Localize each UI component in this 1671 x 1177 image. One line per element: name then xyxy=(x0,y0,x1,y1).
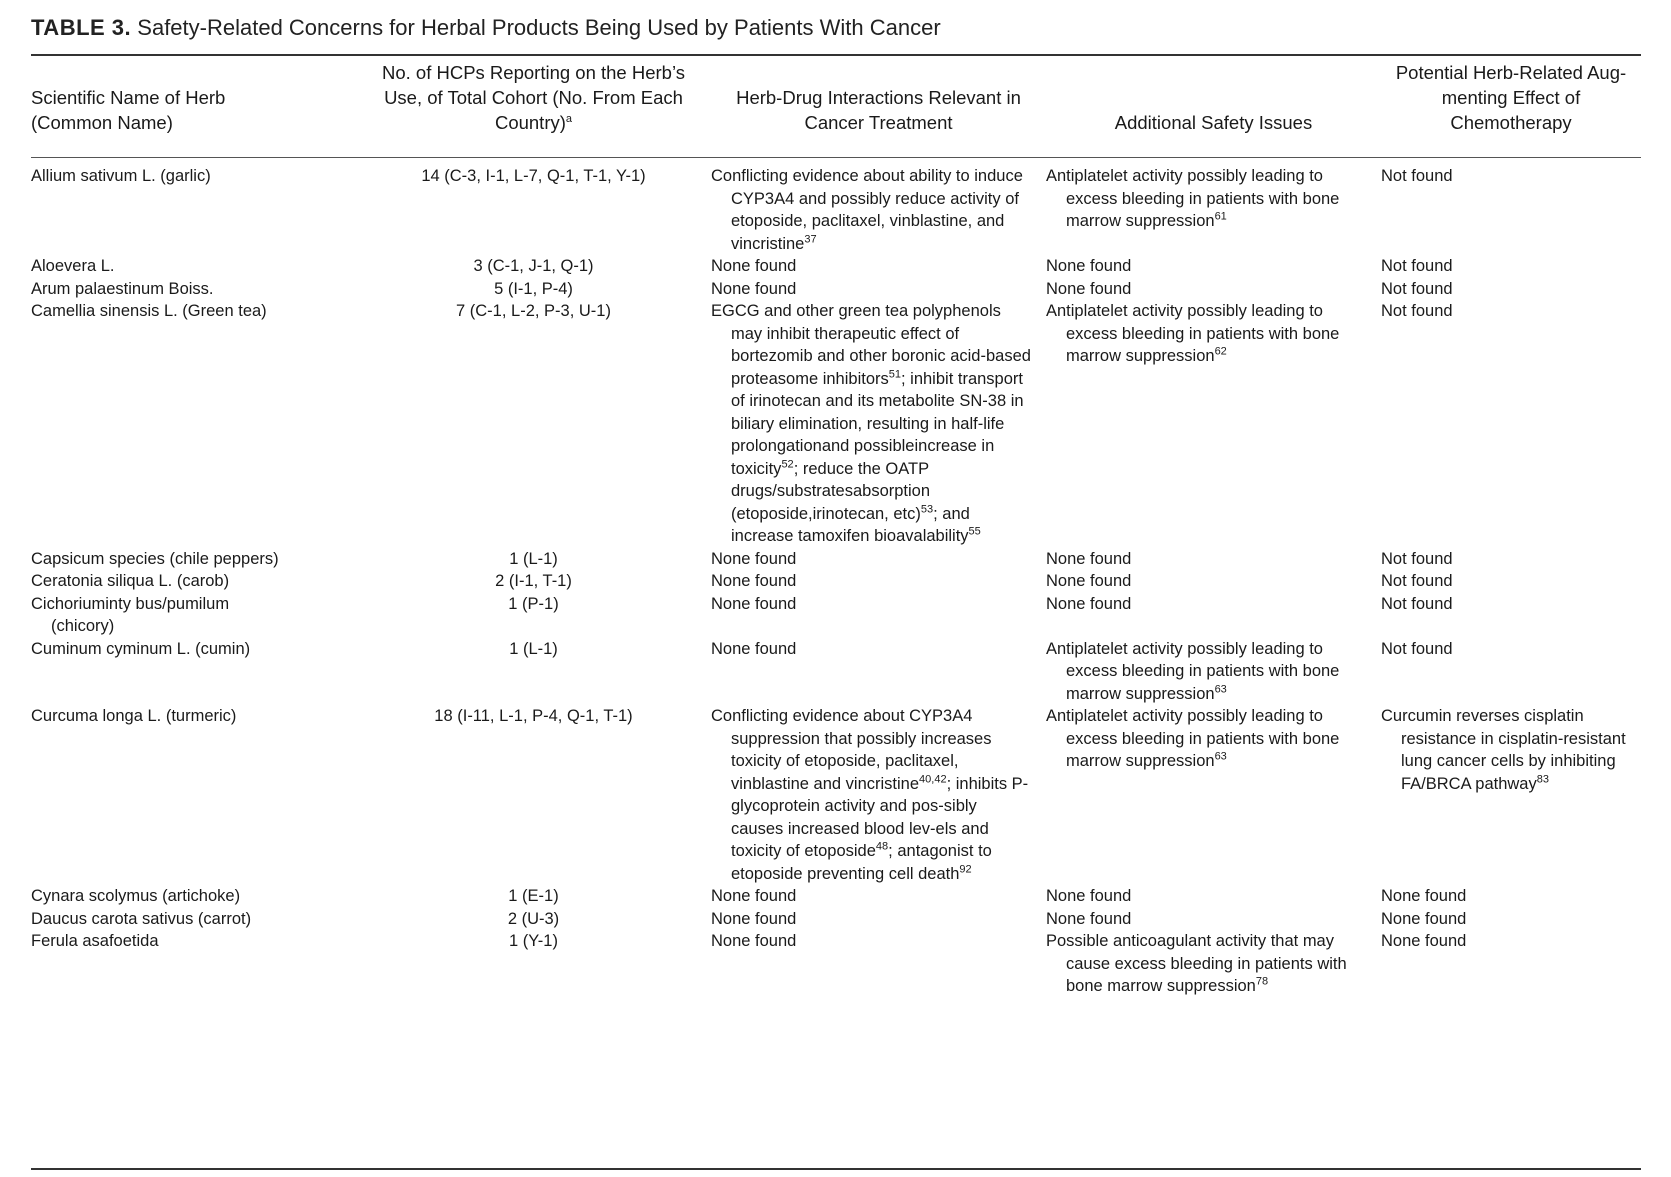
cell-augmenting xyxy=(1381,885,1641,908)
cell-scientific-name: Daucus carota sativus (carrot) xyxy=(31,909,252,928)
cell-scientific-name: Allium sativum L. (garlic) xyxy=(31,167,211,185)
cell-text: Not found xyxy=(1381,639,1453,658)
cell-text: ; inhibits P-glycoprotein activity and pos-sibly causes increased blood lev-els and toxicity of etoposide xyxy=(731,774,1029,860)
cell-hcp-count: 1 (E-1) xyxy=(508,887,559,905)
cell-augmenting xyxy=(1381,153,1641,255)
cell-text: None found xyxy=(1046,257,1132,275)
cell-scientific-name: Cichoriuminty bus/pumilum (chicory) xyxy=(31,594,230,635)
header-footnote-marker: a xyxy=(565,112,573,125)
cell-text: EGCG and other green tea polyphenols may inhibit therapeutic effect of bortezomib and other boronic acid-based proteasome inhibitors xyxy=(711,302,1031,388)
cell-text: Antiplatelet activity possibly leading to excess bleeding in patients with bone marrow suppression xyxy=(1046,639,1340,703)
cell-scientific-name: Aloevera L. xyxy=(31,257,115,275)
cell-safety xyxy=(1046,705,1381,885)
cell-text: Antiplatelet activity possibly leading to excess bleeding in patients with bone marrow suppression xyxy=(1046,707,1340,770)
cell-interactions xyxy=(711,593,1046,638)
cell-text: None found xyxy=(1046,572,1132,590)
cell-interactions xyxy=(711,638,1046,706)
cell-text: None found xyxy=(711,549,797,568)
cell-text: None found xyxy=(1381,909,1467,928)
reference-superscript: 83 xyxy=(1536,773,1549,785)
bottom-rule xyxy=(31,1168,1641,1170)
cell-interactions xyxy=(711,255,1046,278)
reference-superscript: 61 xyxy=(1214,210,1227,223)
cell-text: None found xyxy=(1381,932,1467,950)
cell-safety xyxy=(1046,278,1381,301)
cell-text: None found xyxy=(1046,909,1132,928)
cell-interactions xyxy=(711,705,1046,885)
cell-text: Not found xyxy=(1381,279,1453,298)
cell-text: ; reduce the OATP drugs/substratesabsorption (etoposide,irinotecan, etc) xyxy=(731,459,931,523)
table-title: Safety-Related Concerns for Herbal Products Being Used by Patients With Cancer xyxy=(137,15,941,40)
cell-safety xyxy=(1046,300,1381,548)
cell-text: None found xyxy=(1046,594,1132,613)
cell-text: Not found xyxy=(1381,167,1453,185)
cell-text: None found xyxy=(711,639,797,658)
reference-superscript: 48 xyxy=(875,840,889,853)
cell-interactions xyxy=(711,570,1046,593)
cell-text: Not found xyxy=(1381,257,1453,275)
cell-text: Conflicting evidence about ability to induce CYP3A4 and possibly reduce activity of etoposide, paclitaxel, vinblastine, and vincristine xyxy=(711,167,1023,253)
cell-hcp-count: 1 (L-1) xyxy=(509,549,558,568)
cell-text: ; and increase tamoxifen bioavalability xyxy=(731,504,970,545)
cell-augmenting xyxy=(1381,570,1641,593)
header-scientific-name: Scientific Name of Herb (Common Name) xyxy=(31,87,226,133)
cell-safety xyxy=(1046,638,1381,706)
cell-text: None found xyxy=(711,572,797,590)
cell-augmenting xyxy=(1381,548,1641,571)
reference-superscript: 78 xyxy=(1255,975,1269,988)
cell-safety xyxy=(1046,930,1381,998)
cell-scientific-name: Cuminum cyminum L. (cumin) xyxy=(31,639,251,658)
cell-text: Not found xyxy=(1381,302,1453,320)
cell-safety xyxy=(1046,570,1381,593)
cell-augmenting xyxy=(1381,908,1641,931)
cell-augmenting xyxy=(1381,593,1641,638)
cell-text: Not found xyxy=(1381,572,1453,590)
cell-scientific-name: Ceratonia siliqua L. (carob) xyxy=(31,572,230,590)
cell-text: ; inhibit transport of irinotecan and its metabolite SN-38 in biliary elimination, resulting in half-life prolongationand possibleincrease in toxicity xyxy=(731,369,1024,478)
cell-hcp-count: 1 (Y-1) xyxy=(509,932,558,950)
header-augmenting: Potential Herb-Related Aug-menting Effect of Chemotherapy xyxy=(1395,62,1627,133)
cell-hcp-count: 18 (I-11, L-1, P-4, Q-1, T-1) xyxy=(434,707,633,725)
cell-augmenting xyxy=(1381,278,1641,301)
cell-scientific-name: Arum palaestinum Boiss. xyxy=(31,279,214,298)
cell-text: Conflicting evidence about CYP3A4 suppression that possibly increases toxicity of etoposide, paclitaxel, vinblastine and vincristine xyxy=(711,707,992,793)
table-row xyxy=(31,278,1641,301)
table-body xyxy=(31,153,1641,998)
table-row xyxy=(31,638,1641,706)
header-hcps-reporting-text: No. of HCPs Reporting on the Herb’s Use, of Total Cohort (No. From Each Country) xyxy=(381,62,685,133)
table-row xyxy=(31,593,1641,638)
cell-augmenting xyxy=(1381,705,1641,885)
reference-superscript: 51 xyxy=(888,368,901,380)
reference-superscript: 52 xyxy=(781,458,794,470)
cell-interactions xyxy=(711,300,1046,548)
reference-superscript: 63 xyxy=(1214,683,1227,695)
table-row xyxy=(31,705,1641,885)
table-caption xyxy=(31,15,941,41)
cell-text: None found xyxy=(711,279,797,298)
cell-text: Curcumin reverses cisplatin resistance in cisplatin-resistant lung cancer cells by inhibiting FA/BRCA pathway xyxy=(1381,707,1626,793)
cell-hcp-count: 14 (C-3, I-1, L-7, Q-1, T-1, Y-1) xyxy=(421,167,646,185)
cell-text: Antiplatelet activity possibly leading to excess bleeding in patients with bone marrow suppression xyxy=(1046,167,1340,230)
cell-scientific-name: Ferula asafoetida xyxy=(31,932,159,950)
table-row xyxy=(31,885,1641,908)
table-row xyxy=(31,548,1641,571)
header-interactions: Herb-Drug Interactions Relevant in Cancer Treatment xyxy=(736,87,1021,133)
header-hcps-reporting xyxy=(371,60,711,153)
top-rule xyxy=(31,54,1641,56)
cell-hcp-count: 1 (L-1) xyxy=(509,639,558,658)
table-row xyxy=(31,255,1641,278)
cell-safety xyxy=(1046,593,1381,638)
cell-text: Not found xyxy=(1381,594,1453,613)
cell-augmenting xyxy=(1381,638,1641,706)
cell-scientific-name: Curcuma longa L. (turmeric) xyxy=(31,707,237,725)
cell-hcp-count: 1 (P-1) xyxy=(508,594,559,613)
reference-superscript: 37 xyxy=(804,233,817,245)
cell-text: None found xyxy=(1046,887,1132,905)
cell-safety xyxy=(1046,885,1381,908)
cell-text: None found xyxy=(1046,549,1132,568)
cell-text: Not found xyxy=(1381,549,1453,568)
cell-interactions xyxy=(711,153,1046,255)
table-row xyxy=(31,300,1641,548)
cell-safety xyxy=(1046,255,1381,278)
reference-superscript: 63 xyxy=(1214,750,1227,763)
header-safety: Additional Safety Issues xyxy=(1114,112,1313,133)
herb-safety-table xyxy=(31,60,1641,998)
table-row xyxy=(31,908,1641,931)
cell-augmenting xyxy=(1381,930,1641,998)
cell-hcp-count: 5 (I-1, P-4) xyxy=(494,279,573,298)
table-row xyxy=(31,930,1641,998)
cell-safety xyxy=(1046,908,1381,931)
cell-hcp-count: 3 (C-1, J-1, Q-1) xyxy=(473,257,594,275)
header-row xyxy=(31,60,1641,153)
table-label: TABLE 3. xyxy=(31,15,132,40)
cell-scientific-name: Camellia sinensis L. (Green tea) xyxy=(31,302,267,320)
cell-text: None found xyxy=(711,887,797,905)
cell-hcp-count: 7 (C-1, L-2, P-3, U-1) xyxy=(456,302,611,320)
cell-augmenting xyxy=(1381,300,1641,548)
cell-interactions xyxy=(711,930,1046,998)
reference-superscript: 53 xyxy=(920,503,934,515)
cell-text: ; antagonist to etoposide preventing cell death xyxy=(731,842,992,883)
reference-superscript: 55 xyxy=(968,525,981,538)
cell-scientific-name: Cynara scolymus (artichoke) xyxy=(31,887,241,905)
cell-interactions xyxy=(711,548,1046,571)
cell-hcp-count: 2 (I-1, T-1) xyxy=(495,572,572,590)
cell-text: None found xyxy=(711,594,797,613)
cell-text: None found xyxy=(711,932,797,950)
cell-interactions xyxy=(711,885,1046,908)
table-row xyxy=(31,570,1641,593)
cell-interactions xyxy=(711,278,1046,301)
cell-safety xyxy=(1046,153,1381,255)
cell-interactions xyxy=(711,908,1046,931)
reference-superscript: 62 xyxy=(1214,345,1227,358)
reference-superscript: 40,42 xyxy=(919,773,947,785)
cell-hcp-count: 2 (U-3) xyxy=(507,909,560,928)
cell-augmenting xyxy=(1381,255,1641,278)
cell-text: None found xyxy=(711,909,797,928)
table-row xyxy=(31,153,1641,255)
cell-text: Antiplatelet activity possibly leading to excess bleeding in patients with bone marrow suppression xyxy=(1046,302,1340,365)
cell-text: None found xyxy=(711,257,797,275)
cell-text: None found xyxy=(1046,279,1132,298)
reference-superscript: 92 xyxy=(959,863,972,875)
cell-text: Possible anticoagulant activity that may cause excess bleeding in patients with bone marrow suppression xyxy=(1046,932,1347,995)
cell-text: None found xyxy=(1381,887,1467,905)
cell-safety xyxy=(1046,548,1381,571)
cell-scientific-name: Capsicum species (chile peppers) xyxy=(31,549,279,568)
